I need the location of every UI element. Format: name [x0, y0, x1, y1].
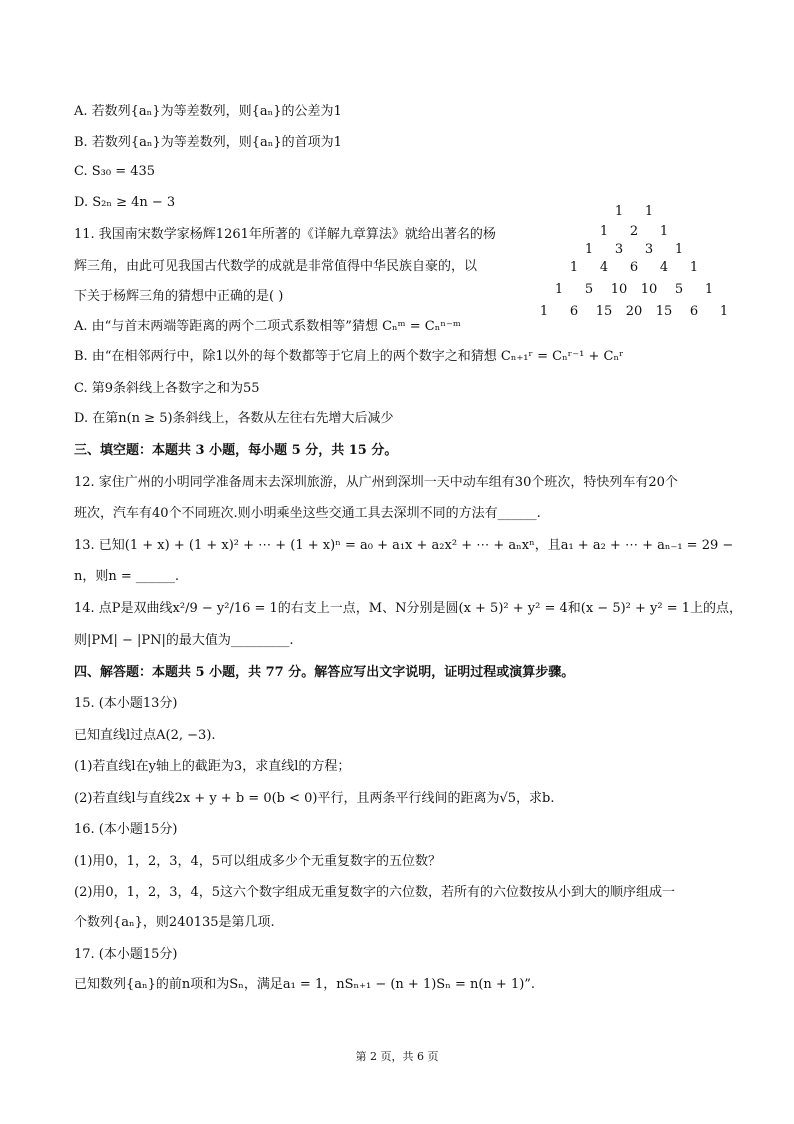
triangle-number: 20: [625, 304, 643, 319]
text-line: 则|PM| − |PN|的最大值为_________.: [74, 633, 294, 648]
triangle-number: 5: [584, 282, 594, 297]
triangle-number: 1: [674, 242, 684, 257]
triangle-number: 6: [629, 260, 639, 275]
text-line: 16. (本小题15分): [74, 822, 178, 837]
triangle-number: 10: [640, 282, 658, 297]
triangle-number: 1: [584, 242, 594, 257]
text-line: (2)若直线l与直线2x + y + b = 0(b < 0)平行，且两条平行线间的距离为√5，求b.: [74, 791, 555, 806]
triangle-number: 6: [569, 304, 579, 319]
triangle-number: 1: [659, 224, 669, 239]
section-heading: 四、解答题：本题共 5 小题，共 77 分。解答应写出文字说明，证明过程或演算步骤。: [74, 665, 575, 680]
text-line: 17. (本小题15分): [74, 947, 178, 962]
text-line: D. 在第n(n ≥ 5)条斜线上，各数从左往右先增大后减少: [74, 411, 394, 426]
triangle-number: 5: [674, 282, 684, 297]
text-line: (1)用0，1，2，3，4，5可以组成多少个无重复数字的五位数？: [74, 854, 442, 869]
text-line: (1)若直线l在y轴上的截距为3，求直线l的方程；: [74, 759, 351, 774]
triangle-number: 1: [599, 224, 609, 239]
triangle-number: 15: [595, 304, 613, 319]
triangle-number: 1: [644, 204, 654, 219]
text-line: (2)用0，1，2，3，4，5这六个数字组成无重复数字的六位数，若所有的六位数按从小到大的顺序组成一: [74, 885, 676, 900]
text-line: C. S₃₀ = 435: [74, 164, 156, 179]
triangle-number: 1: [689, 260, 699, 275]
triangle-row: [520, 224, 720, 242]
text-line: 12. 家住广州的小明同学准备周末去深圳旅游，从广州到深圳一天中动车组有30个班次，特快列车有20个: [74, 475, 678, 490]
text-line: C. 第9条斜线上各数字之和为55: [74, 381, 260, 396]
text-line: 已知数列{aₙ}的前n项和为Sₙ，满足a₁ = 1，nSₙ₊₁ − (n + 1)Sₙ = n(n + 1)”.: [74, 977, 536, 992]
triangle-number: 1: [614, 204, 624, 219]
triangle-row: [520, 204, 720, 222]
text-line: B. 若数列{aₙ}为等差数列，则{aₙ}的首项为1: [74, 135, 342, 150]
text-line: 14. 点P是双曲线x²/9 − y²/16 = 1的右支上一点，M、N分别是圆(x + 5)² + y² = 4和(x − 5)² + y² = 1上的点，: [74, 601, 743, 616]
text-line: 班次，汽车有40个不同班次.则小明乘坐这些交通工具去深圳不同的方法有______.: [74, 506, 541, 521]
triangle-number: 1: [704, 282, 714, 297]
triangle-number: 3: [614, 242, 624, 257]
triangle-number: 2: [629, 224, 639, 239]
triangle-number: 3: [644, 242, 654, 257]
text-line: 辉三角，由此可见我国古代数学的成就是非常值得中华民族自豪的，以: [74, 259, 478, 274]
triangle-number: 1: [569, 260, 579, 275]
triangle-row: [520, 260, 720, 278]
triangle-number: 10: [610, 282, 628, 297]
triangle-number: 4: [599, 260, 609, 275]
triangle-number: 1: [719, 304, 729, 319]
text-line: 11. 我国南宋数学家杨辉1261年所著的《详解九章算法》就给出著名的杨: [74, 227, 496, 242]
triangle-number: 1: [554, 282, 564, 297]
triangle-row: [520, 282, 720, 300]
text-line: A. 若数列{aₙ}为等差数列，则{aₙ}的公差为1: [74, 104, 342, 119]
text-line: 下关于杨辉三角的猜想中正确的是( ): [74, 289, 284, 304]
triangle-number: 1: [539, 304, 549, 319]
triangle-number: 4: [659, 260, 669, 275]
triangle-row: [520, 304, 729, 322]
text-line: 13. 已知(1 + x) + (1 + x)² + ⋯ + (1 + x)ⁿ = a₀ + a₁x + a₂x² + ⋯ + aₙxⁿ，且a₁ + a₂ + ⋯ + aₙ₋₁ = 29 −: [74, 538, 734, 553]
text-line: 个数列{aₙ}，则240135是第几项.: [74, 915, 275, 930]
text-line: B. 由“在相邻两行中，除1以外的每个数都等于它肩上的两个数字之和猜想 Cₙ₊₁ʳ = Cₙʳ⁻¹ + Cₙʳ: [74, 349, 624, 364]
text-line: D. S₂ₙ ≥ 4n − 3: [74, 195, 176, 210]
yang-hui-triangle: [520, 200, 729, 330]
text-line: n，则n = ______.: [74, 569, 180, 584]
triangle-number: 6: [689, 304, 699, 319]
text-line: 15. (本小题13分): [74, 696, 178, 711]
section-heading: 三、填空题：本题共 3 小题，每小题 5 分，共 15 分。: [74, 443, 398, 458]
triangle-row: [520, 242, 720, 260]
text-line: A. 由“与首末两端等距离的两个二项式系数相等”猜想 Cₙᵐ = Cₙⁿ⁻ᵐ: [74, 319, 461, 334]
text-line: 已知直线l过点A(2, −3).: [74, 728, 216, 743]
page-footer: 第 2 页，共 6 页: [355, 1050, 439, 1063]
triangle-number: 15: [655, 304, 673, 319]
